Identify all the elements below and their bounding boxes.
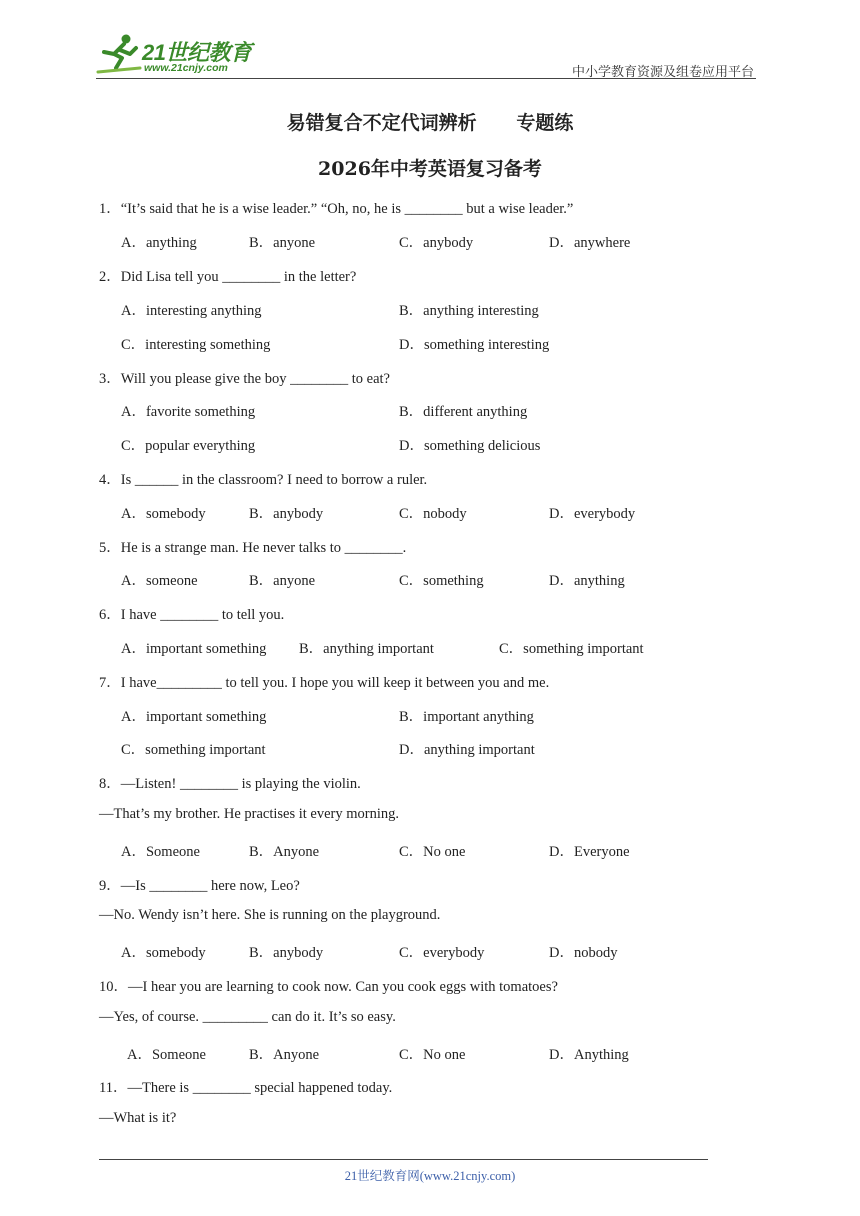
question-9-option-c[interactable]: C．everybody xyxy=(399,945,485,961)
question-3-stem: 3．Will you please give the boy ________ to eat? xyxy=(99,371,390,387)
question-2-option-b[interactable]: B．anything interesting xyxy=(399,303,539,319)
question-1-option-b[interactable]: B．anyone xyxy=(249,235,316,251)
question-8-option-c[interactable]: C．No one xyxy=(399,844,466,860)
question-10-option-c[interactable]: C．No one xyxy=(399,1047,466,1063)
question-6-stem: 6．I have ________ to tell you. xyxy=(99,607,285,623)
question-2-option-c[interactable]: C．interesting something xyxy=(121,337,271,353)
question-4-option-d[interactable]: D．everybody xyxy=(549,506,636,522)
question-6-option-b[interactable]: B．anything important xyxy=(299,641,434,657)
question-2-stem: 2．Did Lisa tell you ________ in the letter? xyxy=(99,269,357,285)
question-1-option-a[interactable]: A．anything xyxy=(121,235,197,251)
question-3-option-a[interactable]: A．favorite something xyxy=(121,404,256,420)
question-11-reply: —What is it? xyxy=(99,1110,177,1126)
question-2-option-a[interactable]: A．interesting anything xyxy=(121,303,262,319)
runner-logo-icon xyxy=(96,32,144,78)
question-8-option-d[interactable]: D．Everyone xyxy=(549,844,630,860)
question-5-option-c[interactable]: C．something xyxy=(399,573,484,589)
question-8-stem: 8．—Listen! ________ is playing the violin. xyxy=(99,776,361,792)
question-9-option-b[interactable]: B．anybody xyxy=(249,945,324,961)
question-4-option-c[interactable]: C．nobody xyxy=(399,506,467,522)
page-title: 易错复合不定代词辨析 专题练 xyxy=(286,112,574,134)
question-8-option-b[interactable]: B．Anyone xyxy=(249,844,320,860)
question-7-option-a[interactable]: A．important something xyxy=(121,709,267,725)
question-9-reply: —No. Wendy isn’t here. She is running on the playground. xyxy=(99,907,441,923)
question-7-option-d[interactable]: D．anything important xyxy=(399,742,535,758)
question-1-option-d[interactable]: D．anywhere xyxy=(549,235,631,251)
question-3-option-d[interactable]: D．something delicious xyxy=(399,438,541,454)
question-2-option-d[interactable]: D．something interesting xyxy=(399,337,550,353)
footer-divider xyxy=(99,1159,708,1160)
question-5-option-a[interactable]: A．someone xyxy=(121,573,198,589)
question-10-option-d[interactable]: D．Anything xyxy=(549,1047,629,1063)
footer-link[interactable]: 21世纪教育网(www.21cnjy.com) xyxy=(344,1169,516,1183)
site-logo xyxy=(96,32,266,78)
question-5-option-d[interactable]: D．anything xyxy=(549,573,625,589)
question-7-stem: 7．I have_________ to tell you. I hope you will keep it between you and me. xyxy=(99,675,550,691)
question-4-stem: 4．Is ______ in the classroom? I need to borrow a ruler. xyxy=(99,472,428,488)
question-5-option-b[interactable]: B．anyone xyxy=(249,573,316,589)
question-7-option-b[interactable]: B．important anything xyxy=(399,709,534,725)
question-6-option-c[interactable]: C．something important xyxy=(499,641,644,657)
page-subtitle: 2026年中考英语复习备考 xyxy=(318,158,542,180)
question-11-stem: 11．—There is ________ special happened today. xyxy=(99,1080,393,1096)
logo-text: 21世纪教育 xyxy=(142,40,252,65)
question-10-option-a[interactable]: A．Someone xyxy=(127,1047,206,1063)
question-10-option-b[interactable]: B．Anyone xyxy=(249,1047,320,1063)
question-3-option-c[interactable]: C．popular everything xyxy=(121,438,256,454)
question-1-stem: 1．“It’s said that he is a wise leader.” “Oh, no, he is ________ but a wise leader.” xyxy=(99,201,574,217)
question-8-option-a[interactable]: A．Someone xyxy=(121,844,200,860)
question-10-stem: 10．—I hear you are learning to cook now. Can you cook eggs with tomatoes? xyxy=(99,979,558,995)
question-7-option-c[interactable]: C．something important xyxy=(121,742,266,758)
question-4-option-b[interactable]: B．anybody xyxy=(249,506,324,522)
question-10-reply: —Yes, of course. _________ can do it. It’s so easy. xyxy=(99,1009,396,1025)
question-5-stem: 5．He is a strange man. He never talks to ________. xyxy=(99,540,407,556)
question-1-option-c[interactable]: C．anybody xyxy=(399,235,474,251)
question-3-option-b[interactable]: B．different anything xyxy=(399,404,528,420)
question-9-option-d[interactable]: D．nobody xyxy=(549,945,618,961)
logo-url: www.21cnjy.com xyxy=(144,62,228,74)
question-8-reply: —That’s my brother. He practises it every morning. xyxy=(99,806,399,822)
question-4-option-a[interactable]: A．somebody xyxy=(121,506,206,522)
platform-label: 中小学教育资源及组卷应用平台 xyxy=(571,64,754,79)
question-9-stem: 9．—Is ________ here now, Leo? xyxy=(99,878,300,894)
question-6-option-a[interactable]: A．important something xyxy=(121,641,267,657)
header-divider xyxy=(96,78,756,79)
question-9-option-a[interactable]: A．somebody xyxy=(121,945,206,961)
